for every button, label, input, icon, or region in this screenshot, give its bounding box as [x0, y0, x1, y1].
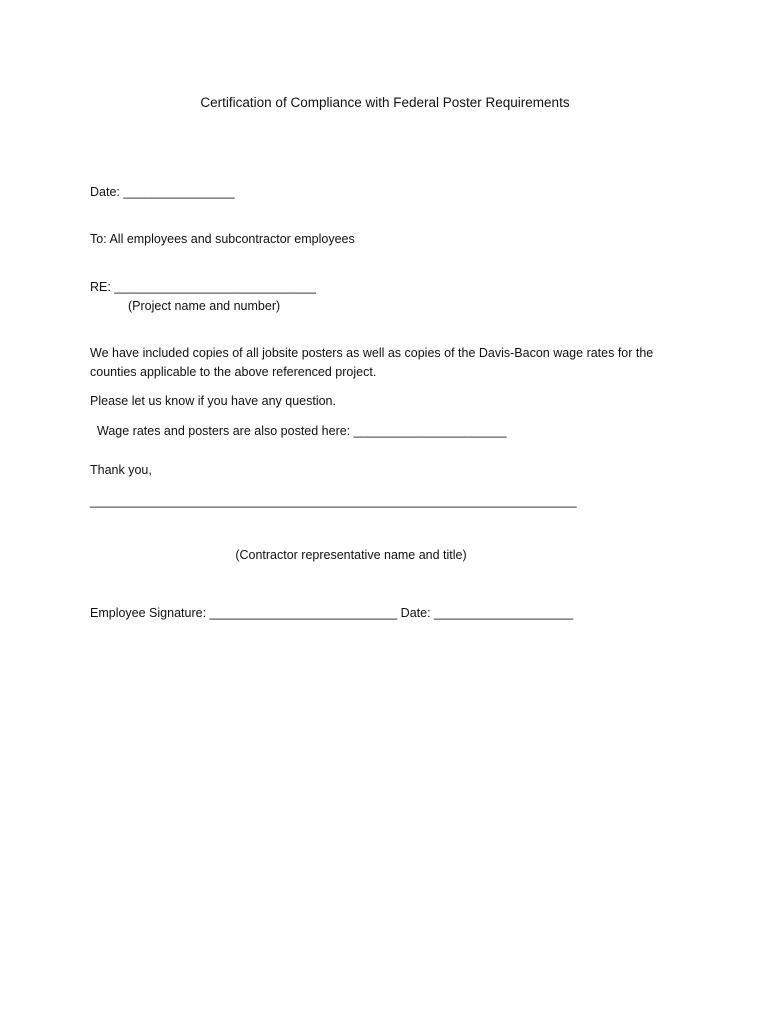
contractor-signature-rule: ______________________________________________________________________ — [90, 494, 577, 508]
contractor-caption: (Contractor representative name and title) — [235, 548, 467, 562]
re-line: RE: _____________________________ — [90, 280, 316, 294]
date-line: Date: ________________ — [90, 185, 235, 199]
closing-line: Thank you, — [90, 463, 152, 477]
body-paragraph-line-2: counties applicable to the above referenced project. — [90, 365, 377, 379]
body-paragraph-line-1: We have included copies of all jobsite posters as well as copies of the Davis-Bacon wage rates for the — [90, 346, 654, 360]
employee-signature-line: Employee Signature: ___________________________ Date: ____________________ — [90, 606, 574, 620]
question-line: Please let us know if you have any question. — [90, 394, 336, 408]
posting-location-line: Wage rates and posters are also posted here: ______________________ — [97, 424, 507, 438]
re-caption: (Project name and number) — [128, 299, 281, 313]
document-title: Certification of Compliance with Federal Poster Requirements — [200, 95, 570, 110]
recipient-line: To: All employees and subcontractor employees — [90, 232, 355, 246]
